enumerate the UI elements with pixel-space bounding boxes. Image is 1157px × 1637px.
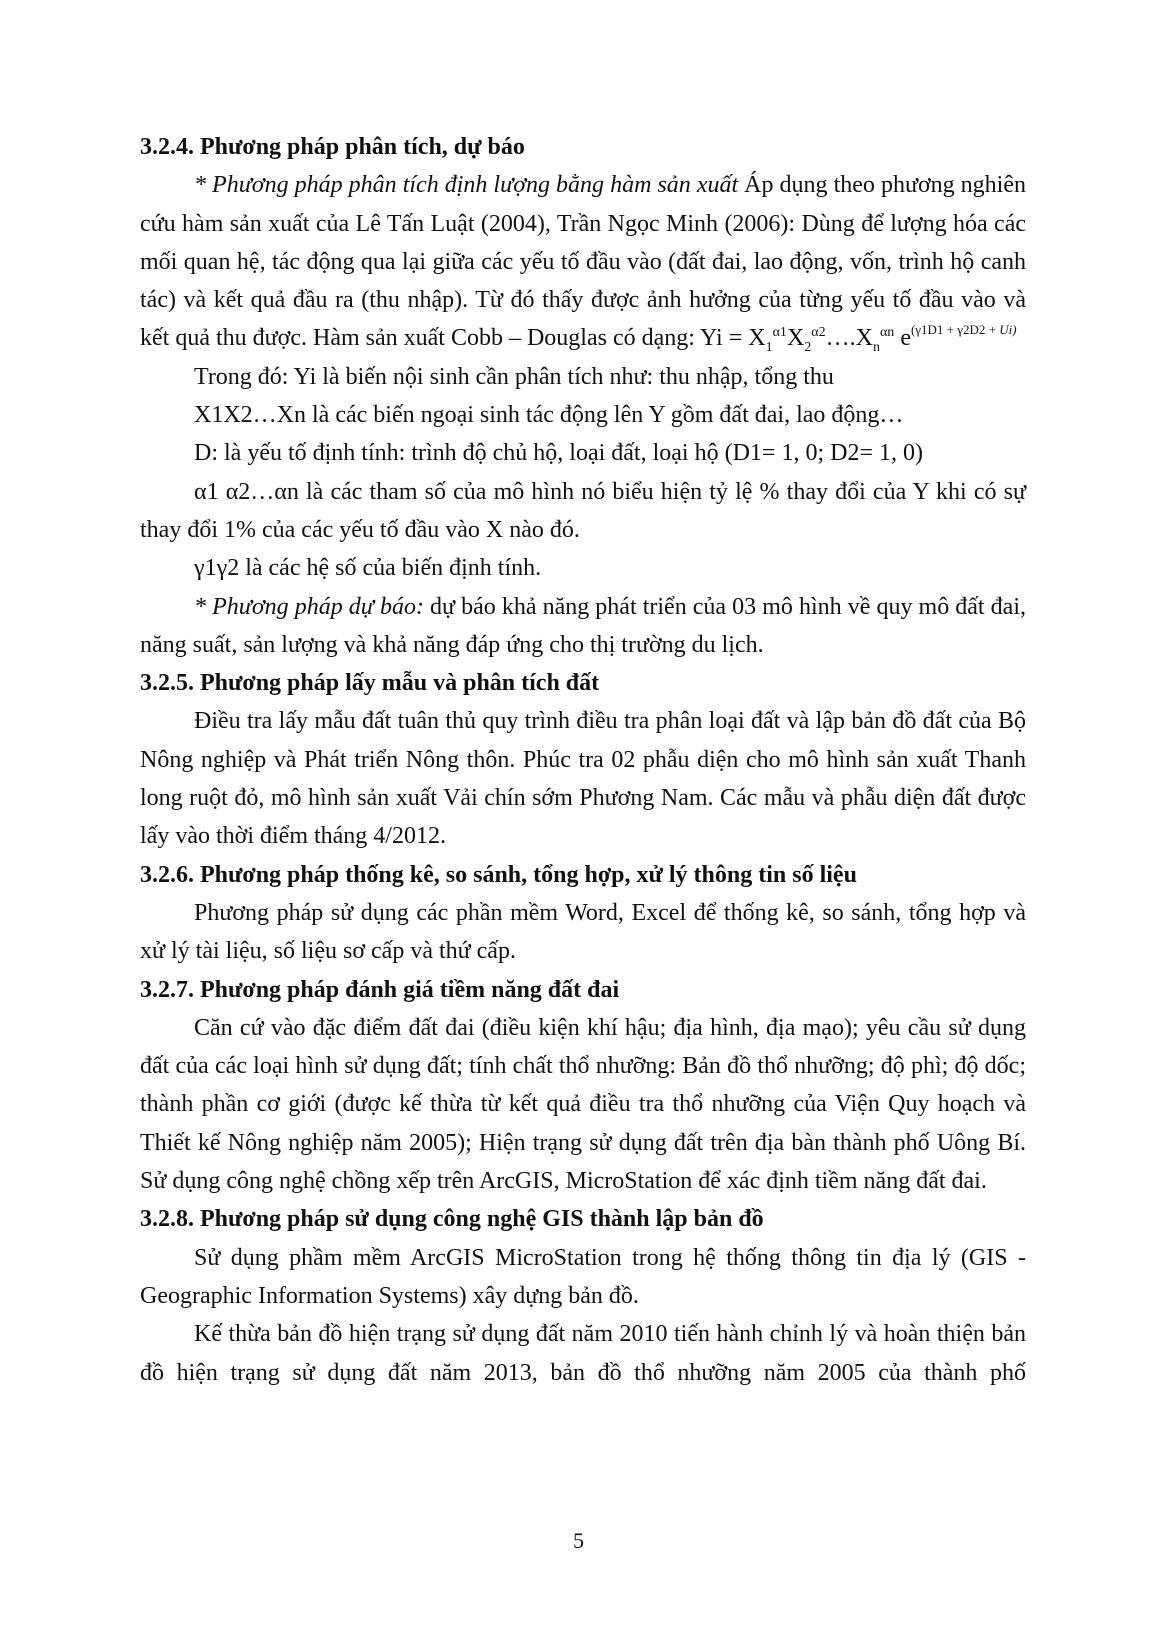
forecast-text: dự báo khả năng phát triển của 03 mô hình về quy mô đất đai, năng suất, sản lượng và khả năng đáp ứng cho thị trường du lịch. (140, 593, 1026, 658)
formula-sub-1: 1 (765, 340, 773, 356)
formula-exponent (911, 322, 1017, 337)
paragraph-statistics: Phương pháp sử dụng các phần mềm Word, Excel để thống kê, so sánh, tổng hợp và xử lý tài liệu, số liệu sơ cấp và thứ cấp. (140, 899, 1026, 965)
paragraph-d-variable: D: là yếu tố định tính: trình độ chủ hộ, loại đất, loại hộ (D1= 1, 0; D2= 1, 0) (194, 440, 923, 467)
paragraph-where-yi: Trong đó: Yi là biến nội sinh cần phân tích như: thu nhập, tổng thu (194, 363, 834, 390)
paragraph-map-inheritance: Kế thừa bản đồ hiện trạng sử dụng đất năm 2010 tiến hành chỉnh lý và hoàn thiện bản đồ hiện trạng sử dụng đất năm 2013, bản đồ thổ nhưỡng năm 2005 của thành phố (140, 1321, 1026, 1386)
formula-sup-alpha2: α2 (811, 325, 826, 341)
document-body (140, 128, 1026, 1392)
paragraph-gamma-coefficients: γ1γ2 là các hệ số của biến định tính. (194, 555, 542, 582)
paragraph-production-function (140, 166, 1026, 357)
heading-3-2-4: 3.2.4. Phương pháp phân tích, dự báo (140, 134, 525, 160)
heading-3-2-6: 3.2.6. Phương pháp thống kê, so sánh, tổng hợp, xử lý thông tin số liệu (140, 861, 857, 888)
paragraph-gis-software: Sử dụng phầm mềm ArcGIS MicroStation trong hệ thống thông tin địa lý (GIS - Geographic Information Systems) xây dựng bản đồ. (140, 1244, 1026, 1309)
paragraph-x-variables: X1X2…Xn là các biến ngoại sinh tác động lên Y gồm đất đai, lao động… (194, 402, 904, 429)
paragraph-land-potential: Căn cứ vào đặc điểm đất đai (điều kiện khí hậu; địa hình, địa mạo); yêu cầu sử dụng đất của các loại hình sử dụng đất; tính chất thổ nhưỡng: Bản đồ thổ nhưỡng; độ phì; độ dốc; thành phần cơ giới (được kế thừa từ kết quả điều tra thổ nhưỡng của Viện Quy hoạch và Thiết kế Nông nghiệp năm 2005); Hiện trạng sử dụng đất trên địa bàn thành phố Uông Bí. Sử dụng công nghệ chồng xếp trên ArcGIS, MicroStation để xác định tiềm năng đất đai. (140, 1014, 1026, 1195)
formula-dots-xn: ….X (825, 325, 873, 352)
formula-sup-alphan: αn (879, 325, 895, 341)
heading-3-2-7: 3.2.7. Phương pháp đánh giá tiềm năng đất đai (140, 976, 620, 1003)
paragraph-alpha-parameters: α1 α2…αn là các tham số của mô hình nó biểu hiện tỷ lệ % thay đổi của Y khi có sự thay đổi 1% của các yếu tố đầu vào X nào đó. (140, 478, 1026, 543)
formula-e: e (894, 325, 911, 352)
formula-sub-n: n (872, 340, 880, 356)
method-label-quantitative: * Phương pháp phân tích định lượng bằng hàm sản xuất (194, 172, 739, 199)
formula-sub-2: 2 (804, 340, 812, 356)
method-label-forecast: * Phương pháp dự báo: (194, 593, 424, 620)
production-function-text: Áp dụng theo phương nghiên cứu hàm sản xuất của Lê Tấn Luật (2004), Trần Ngọc Minh (2006): Dùng để lượng hóa các mối quan hệ, tác động qua lại giữa các yếu tố đầu vào (đất đai, lao động, vốn, trình hộ canh tác) và kết quả đầu ra (thu nhập). Từ đó thấy được ảnh hưởng của từng yếu tố đầu vào và kết quả thu được. Hàm sản xuất Cobb – Douglas có dạng: Yi = X (140, 172, 1026, 352)
heading-3-2-8: 3.2.8. Phương pháp sử dụng công nghệ GIS thành lập bản đồ (140, 1206, 764, 1233)
formula-exponent-main: (γ1D1 + γ2D2 + (910, 322, 1000, 338)
heading-3-2-5: 3.2.5. Phương pháp lấy mẫu và phân tích đất (140, 670, 600, 697)
formula-sup-alpha1: α1 (772, 325, 787, 341)
paragraph-soil-sampling: Điều tra lấy mẫu đất tuân thủ quy trình điều tra phân loại đất và lập bản đồ đất của Bộ Nông nghiệp và Phát triển Nông thôn. Phúc tra 02 phẫu diện cho mô hình sản xuất Thanh long ruột đỏ, mô hình sản xuất Vải chín sớm Phương Nam. Các mẫu và phẫu diện đất được lấy vào thời điểm tháng 4/2012. (140, 708, 1026, 850)
page-number: 5 (573, 1528, 584, 1553)
formula-exponent-ui: Ui) (999, 322, 1017, 338)
paragraph-forecast-method (140, 588, 1026, 665)
formula-x2: X (786, 325, 805, 352)
